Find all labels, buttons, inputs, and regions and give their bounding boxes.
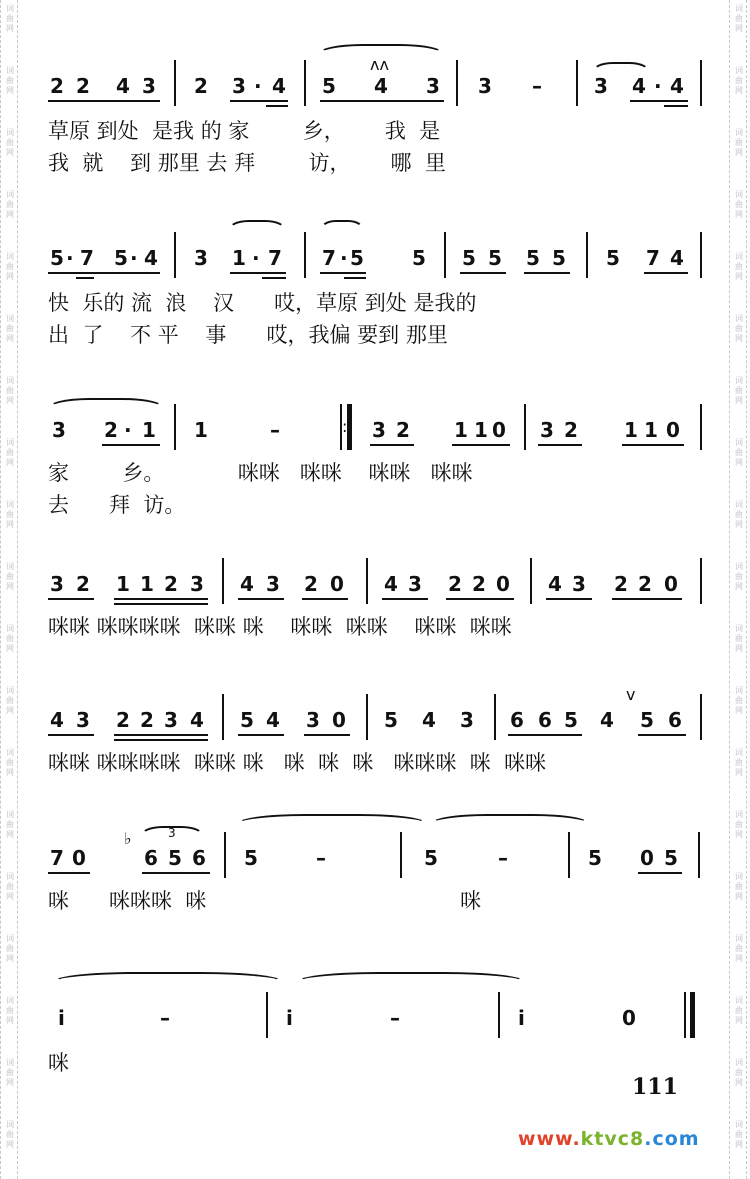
site-url-suffix: .com	[644, 1128, 700, 1150]
watermark-text: 词 曲 网	[735, 624, 743, 653]
note-digit: 5	[384, 708, 398, 732]
note-digit: 7	[646, 246, 660, 270]
bar-line	[266, 992, 268, 1038]
triplet-mark: 3	[168, 826, 176, 840]
beam-line	[370, 444, 414, 446]
note-digit: 4	[190, 708, 204, 732]
watermark-text: 词 曲 网	[735, 686, 743, 715]
bar-line	[530, 558, 532, 604]
note-digit: 4	[272, 74, 286, 98]
watermark-text: 词 曲 网	[735, 128, 743, 157]
bar-line	[524, 404, 526, 450]
note-digit: 1	[232, 246, 246, 270]
note-digit: 5	[462, 246, 476, 270]
watermark-text: 词 曲 网	[735, 4, 743, 33]
watermark-text: 词 曲 网	[735, 438, 743, 467]
note-digit: 2	[638, 572, 652, 596]
beam-line	[446, 598, 514, 600]
lyric-line-1: 咪咪 咪咪咪咪 咪咪 咪 咪咪 咪咪 咪咪 咪咪	[48, 615, 512, 639]
note-digit: 5	[526, 246, 540, 270]
note-digit: 1	[474, 418, 488, 442]
lyric-line-1: 草原 到处 是我 的 家 乡， 我 是	[48, 119, 441, 143]
note-digit: 0	[664, 572, 678, 596]
watermark-text: 词 曲 网	[6, 128, 14, 157]
note-digit: 7	[80, 246, 94, 270]
note-digit: 5	[50, 246, 64, 270]
note-digit: 3	[52, 418, 66, 442]
note-digit: –	[316, 846, 326, 870]
note-digit: 7	[322, 246, 336, 270]
note-digit: –	[390, 1006, 400, 1030]
note-digit: ·	[254, 74, 262, 98]
note-digit: 0	[492, 418, 506, 442]
watermark-text: 词 曲 网	[6, 376, 14, 405]
note-digit: 4	[240, 572, 254, 596]
watermark-text: 词 曲 网	[6, 810, 14, 839]
watermark-text: 词 曲 网	[735, 190, 743, 219]
watermark-text: 词 曲 网	[6, 562, 14, 591]
note-digit: i	[58, 1006, 65, 1030]
note-digit: 6	[192, 846, 206, 870]
watermark-text: 词 曲 网	[735, 500, 743, 529]
bar-line	[174, 232, 176, 278]
beam-line	[238, 598, 284, 600]
note-digit: 2	[104, 418, 118, 442]
beam-line	[114, 598, 208, 600]
bar-line	[700, 404, 702, 450]
bar-line	[576, 60, 578, 106]
note-digit: 6	[538, 708, 552, 732]
note-digit: 1	[140, 572, 154, 596]
beam-line	[630, 100, 688, 102]
beam-line	[48, 598, 94, 600]
watermark-text: 词 曲 网	[6, 934, 14, 963]
bar-line	[304, 232, 306, 278]
bar-line	[222, 694, 224, 740]
note-digit: 2	[164, 572, 178, 596]
note-digit: 4	[600, 708, 614, 732]
lyric-line-2: 我 就 到 那里 去 拜 访， 哪 里	[48, 151, 446, 175]
note-digit: ·	[654, 74, 662, 98]
beam-line	[302, 598, 348, 600]
note-digit: 4	[116, 74, 130, 98]
note-digit: 5	[488, 246, 502, 270]
note-digit: ·	[252, 246, 260, 270]
watermark-text: 词 曲 网	[735, 252, 743, 281]
bar-line	[684, 992, 686, 1038]
note-digit: 3	[460, 708, 474, 732]
note-digit: 3	[164, 708, 178, 732]
note-digit: 3	[232, 74, 246, 98]
note-digit: 0	[622, 1006, 636, 1030]
note-digit: 0	[496, 572, 510, 596]
site-url-middle: ktvc8	[580, 1128, 645, 1150]
note-digit: 3	[594, 74, 608, 98]
note-digit: 6	[510, 708, 524, 732]
bar-line	[698, 832, 700, 878]
note-digit: 2	[472, 572, 486, 596]
note-digit: 1	[142, 418, 156, 442]
slur	[52, 972, 284, 982]
breath-mark: v	[626, 685, 636, 704]
beam-line	[76, 277, 94, 279]
beam-line	[102, 444, 160, 446]
note-digit: 4	[632, 74, 646, 98]
watermark-text: 词 曲 网	[6, 996, 14, 1025]
note-digit: i	[286, 1006, 293, 1030]
note-digit: i	[518, 1006, 525, 1030]
slur	[592, 62, 650, 72]
bar-line	[700, 694, 702, 740]
note-digit: 3	[372, 418, 386, 442]
beam-line	[460, 272, 506, 274]
slur	[236, 814, 428, 824]
note-digit: 1	[194, 418, 208, 442]
watermark-text: 词 曲 网	[6, 66, 14, 95]
bar-line	[347, 404, 352, 450]
watermark-text: 词 曲 网	[6, 872, 14, 901]
note-digit: 5	[564, 708, 578, 732]
note-digit: 2	[116, 708, 130, 732]
note-digit: 5	[322, 74, 336, 98]
beam-line	[638, 872, 682, 874]
lyric-line-1: 咪咪 咪咪咪咪 咪咪 咪 咪 咪 咪 咪咪咪 咪 咪咪	[48, 751, 547, 775]
note-digit: 4	[50, 708, 64, 732]
note-digit: ·	[66, 246, 74, 270]
note-digit: 5	[664, 846, 678, 870]
mordent-mark: ʌʌ	[370, 55, 389, 74]
lyric-line-1: 咪 咪咪咪 咪 咪	[48, 889, 482, 913]
note-digit: –	[160, 1006, 170, 1030]
beam-line	[664, 105, 688, 107]
slur	[228, 220, 286, 230]
beam-line	[114, 739, 208, 741]
note-digit: 0	[666, 418, 680, 442]
slur	[430, 814, 590, 824]
note-digit: ·	[130, 246, 138, 270]
beam-line	[524, 272, 570, 274]
note-digit: 2	[304, 572, 318, 596]
note-digit: 2	[50, 74, 64, 98]
note-digit: 3	[478, 74, 492, 98]
note-digit: 3	[426, 74, 440, 98]
bar-line	[366, 558, 368, 604]
slur	[318, 44, 444, 54]
bar-line	[174, 404, 176, 450]
watermark-text: 词 曲 网	[735, 748, 743, 777]
beam-line	[48, 734, 94, 736]
lyric-line-1: 快 乐的 流 浪 汉 哎，草原 到处 是我的	[48, 291, 477, 315]
note-digit: 0	[72, 846, 86, 870]
watermark-text: 词 曲 网	[6, 4, 14, 33]
beam-line	[452, 444, 510, 446]
slur	[296, 972, 526, 982]
note-digit: 3	[266, 572, 280, 596]
note-digit: 5	[350, 246, 364, 270]
beam-line	[508, 734, 582, 736]
beam-line	[48, 100, 160, 102]
note-digit: 5	[640, 708, 654, 732]
beam-line	[304, 734, 350, 736]
watermark-text: 词 曲 网	[735, 934, 743, 963]
note-digit: 3	[190, 572, 204, 596]
bar-line	[174, 60, 176, 106]
bar-line	[222, 558, 224, 604]
watermark-text: 词 曲 网	[735, 1058, 743, 1087]
note-digit: ·	[340, 246, 348, 270]
beam-line	[320, 272, 366, 274]
note-digit: 1	[454, 418, 468, 442]
watermark-text: 词 曲 网	[735, 376, 743, 405]
note-digit: 7	[50, 846, 64, 870]
note-digit: 5	[588, 846, 602, 870]
note-digit: 2	[564, 418, 578, 442]
bar-line	[444, 232, 446, 278]
note-digit: 3	[572, 572, 586, 596]
watermark-text: 词 曲 网	[6, 624, 14, 653]
beam-line	[344, 277, 366, 279]
beam-line	[382, 598, 428, 600]
beam-line	[114, 734, 208, 736]
note-digit: 2	[76, 74, 90, 98]
watermark-text: 词 曲 网	[735, 872, 743, 901]
beam-line	[114, 603, 208, 605]
note-digit: 7	[268, 246, 282, 270]
bar-line	[494, 694, 496, 740]
beam-line	[48, 272, 160, 274]
note-digit: –	[532, 74, 542, 98]
lyric-line-2: 出 了 不 平 事 哎，我偏 要到 那里	[48, 323, 448, 347]
note-digit: ·	[124, 418, 132, 442]
beam-line	[638, 734, 686, 736]
bar-line	[304, 60, 306, 106]
note-digit: 4	[144, 246, 158, 270]
watermark-text: 词 曲 网	[6, 748, 14, 777]
note-digit: 2	[194, 74, 208, 98]
bar-line	[456, 60, 458, 106]
note-digit: 4	[548, 572, 562, 596]
bar-line	[700, 558, 702, 604]
flat-mark: ♭	[124, 829, 132, 848]
bar-line	[700, 232, 702, 278]
note-digit: 2	[448, 572, 462, 596]
watermark-text: 词 曲 网	[735, 810, 743, 839]
watermark-text: 词 曲 网	[735, 562, 743, 591]
note-digit: 2	[76, 572, 90, 596]
beam-line	[48, 872, 90, 874]
watermark-text: 词 曲 网	[6, 500, 14, 529]
beam-line	[238, 734, 284, 736]
lyric-line-1: 家 乡。 咪咪 咪咪 咪咪 咪咪	[48, 461, 473, 485]
bar-line	[366, 694, 368, 740]
note-digit: 0	[640, 846, 654, 870]
beam-line	[538, 444, 582, 446]
bar-line	[586, 232, 588, 278]
beam-line	[644, 272, 688, 274]
lyric-line-1: 咪	[48, 1051, 69, 1075]
watermark-text: 词 曲 网	[6, 314, 14, 343]
bar-line	[498, 992, 500, 1038]
note-digit: 0	[330, 572, 344, 596]
watermark-text: 词 曲 网	[6, 1058, 14, 1087]
note-digit: 5	[240, 708, 254, 732]
note-digit: 6	[668, 708, 682, 732]
beam-line	[320, 100, 444, 102]
beam-line	[230, 272, 286, 274]
watermark-text: 词 曲 网	[735, 1120, 743, 1149]
note-digit: 4	[374, 74, 388, 98]
note-digit: 2	[396, 418, 410, 442]
slur	[320, 220, 364, 230]
note-digit: 5	[244, 846, 258, 870]
note-digit: 6	[144, 846, 158, 870]
bar-line	[400, 832, 402, 878]
watermark-text: 词 曲 网	[735, 66, 743, 95]
note-digit: 1	[624, 418, 638, 442]
beam-line	[546, 598, 592, 600]
note-digit: 2	[140, 708, 154, 732]
watermark-text: 词 曲 网	[6, 252, 14, 281]
beam-line	[266, 105, 288, 107]
site-url-prefix: www.	[518, 1128, 581, 1150]
note-digit: 3	[76, 708, 90, 732]
note-digit: 4	[422, 708, 436, 732]
bar-line	[224, 832, 226, 878]
beam-line	[230, 100, 288, 102]
note-digit: 5	[552, 246, 566, 270]
left-watermark-strip	[0, 0, 18, 1179]
watermark-text: 词 曲 网	[6, 438, 14, 467]
note-digit: 2	[614, 572, 628, 596]
site-watermark	[518, 1128, 700, 1150]
note-digit: 5	[424, 846, 438, 870]
note-digit: 3	[540, 418, 554, 442]
note-digit: 5	[114, 246, 128, 270]
beam-line	[612, 598, 682, 600]
watermark-text: 词 曲 网	[735, 996, 743, 1025]
note-digit: 4	[670, 246, 684, 270]
page-number: 111	[632, 1074, 678, 1100]
watermark-text: 词 曲 网	[735, 314, 743, 343]
lyric-line-2: 去 拜 访。	[48, 493, 186, 517]
note-digit: 5	[606, 246, 620, 270]
note-digit: –	[270, 418, 280, 442]
note-digit: 5	[412, 246, 426, 270]
note-digit: –	[498, 846, 508, 870]
note-digit: 4	[670, 74, 684, 98]
note-digit: 3	[306, 708, 320, 732]
watermark-text: 词 曲 网	[6, 686, 14, 715]
note-digit: 3	[50, 572, 64, 596]
watermark-text: 词 曲 网	[6, 190, 14, 219]
beam-line	[622, 444, 684, 446]
slur	[48, 398, 164, 408]
bar-line	[700, 60, 702, 106]
bar-line	[568, 832, 570, 878]
note-digit: 3	[408, 572, 422, 596]
note-digit: 5	[168, 846, 182, 870]
note-digit: 1	[644, 418, 658, 442]
right-watermark-strip	[729, 0, 747, 1179]
note-digit: 0	[332, 708, 346, 732]
beam-line	[262, 277, 286, 279]
watermark-text: 词 曲 网	[6, 1120, 14, 1149]
bar-line	[690, 992, 695, 1038]
note-digit: 4	[384, 572, 398, 596]
note-digit: 3	[194, 246, 208, 270]
note-digit: 3	[142, 74, 156, 98]
note-digit: 1	[116, 572, 130, 596]
note-digit: 4	[266, 708, 280, 732]
beam-line	[142, 872, 210, 874]
